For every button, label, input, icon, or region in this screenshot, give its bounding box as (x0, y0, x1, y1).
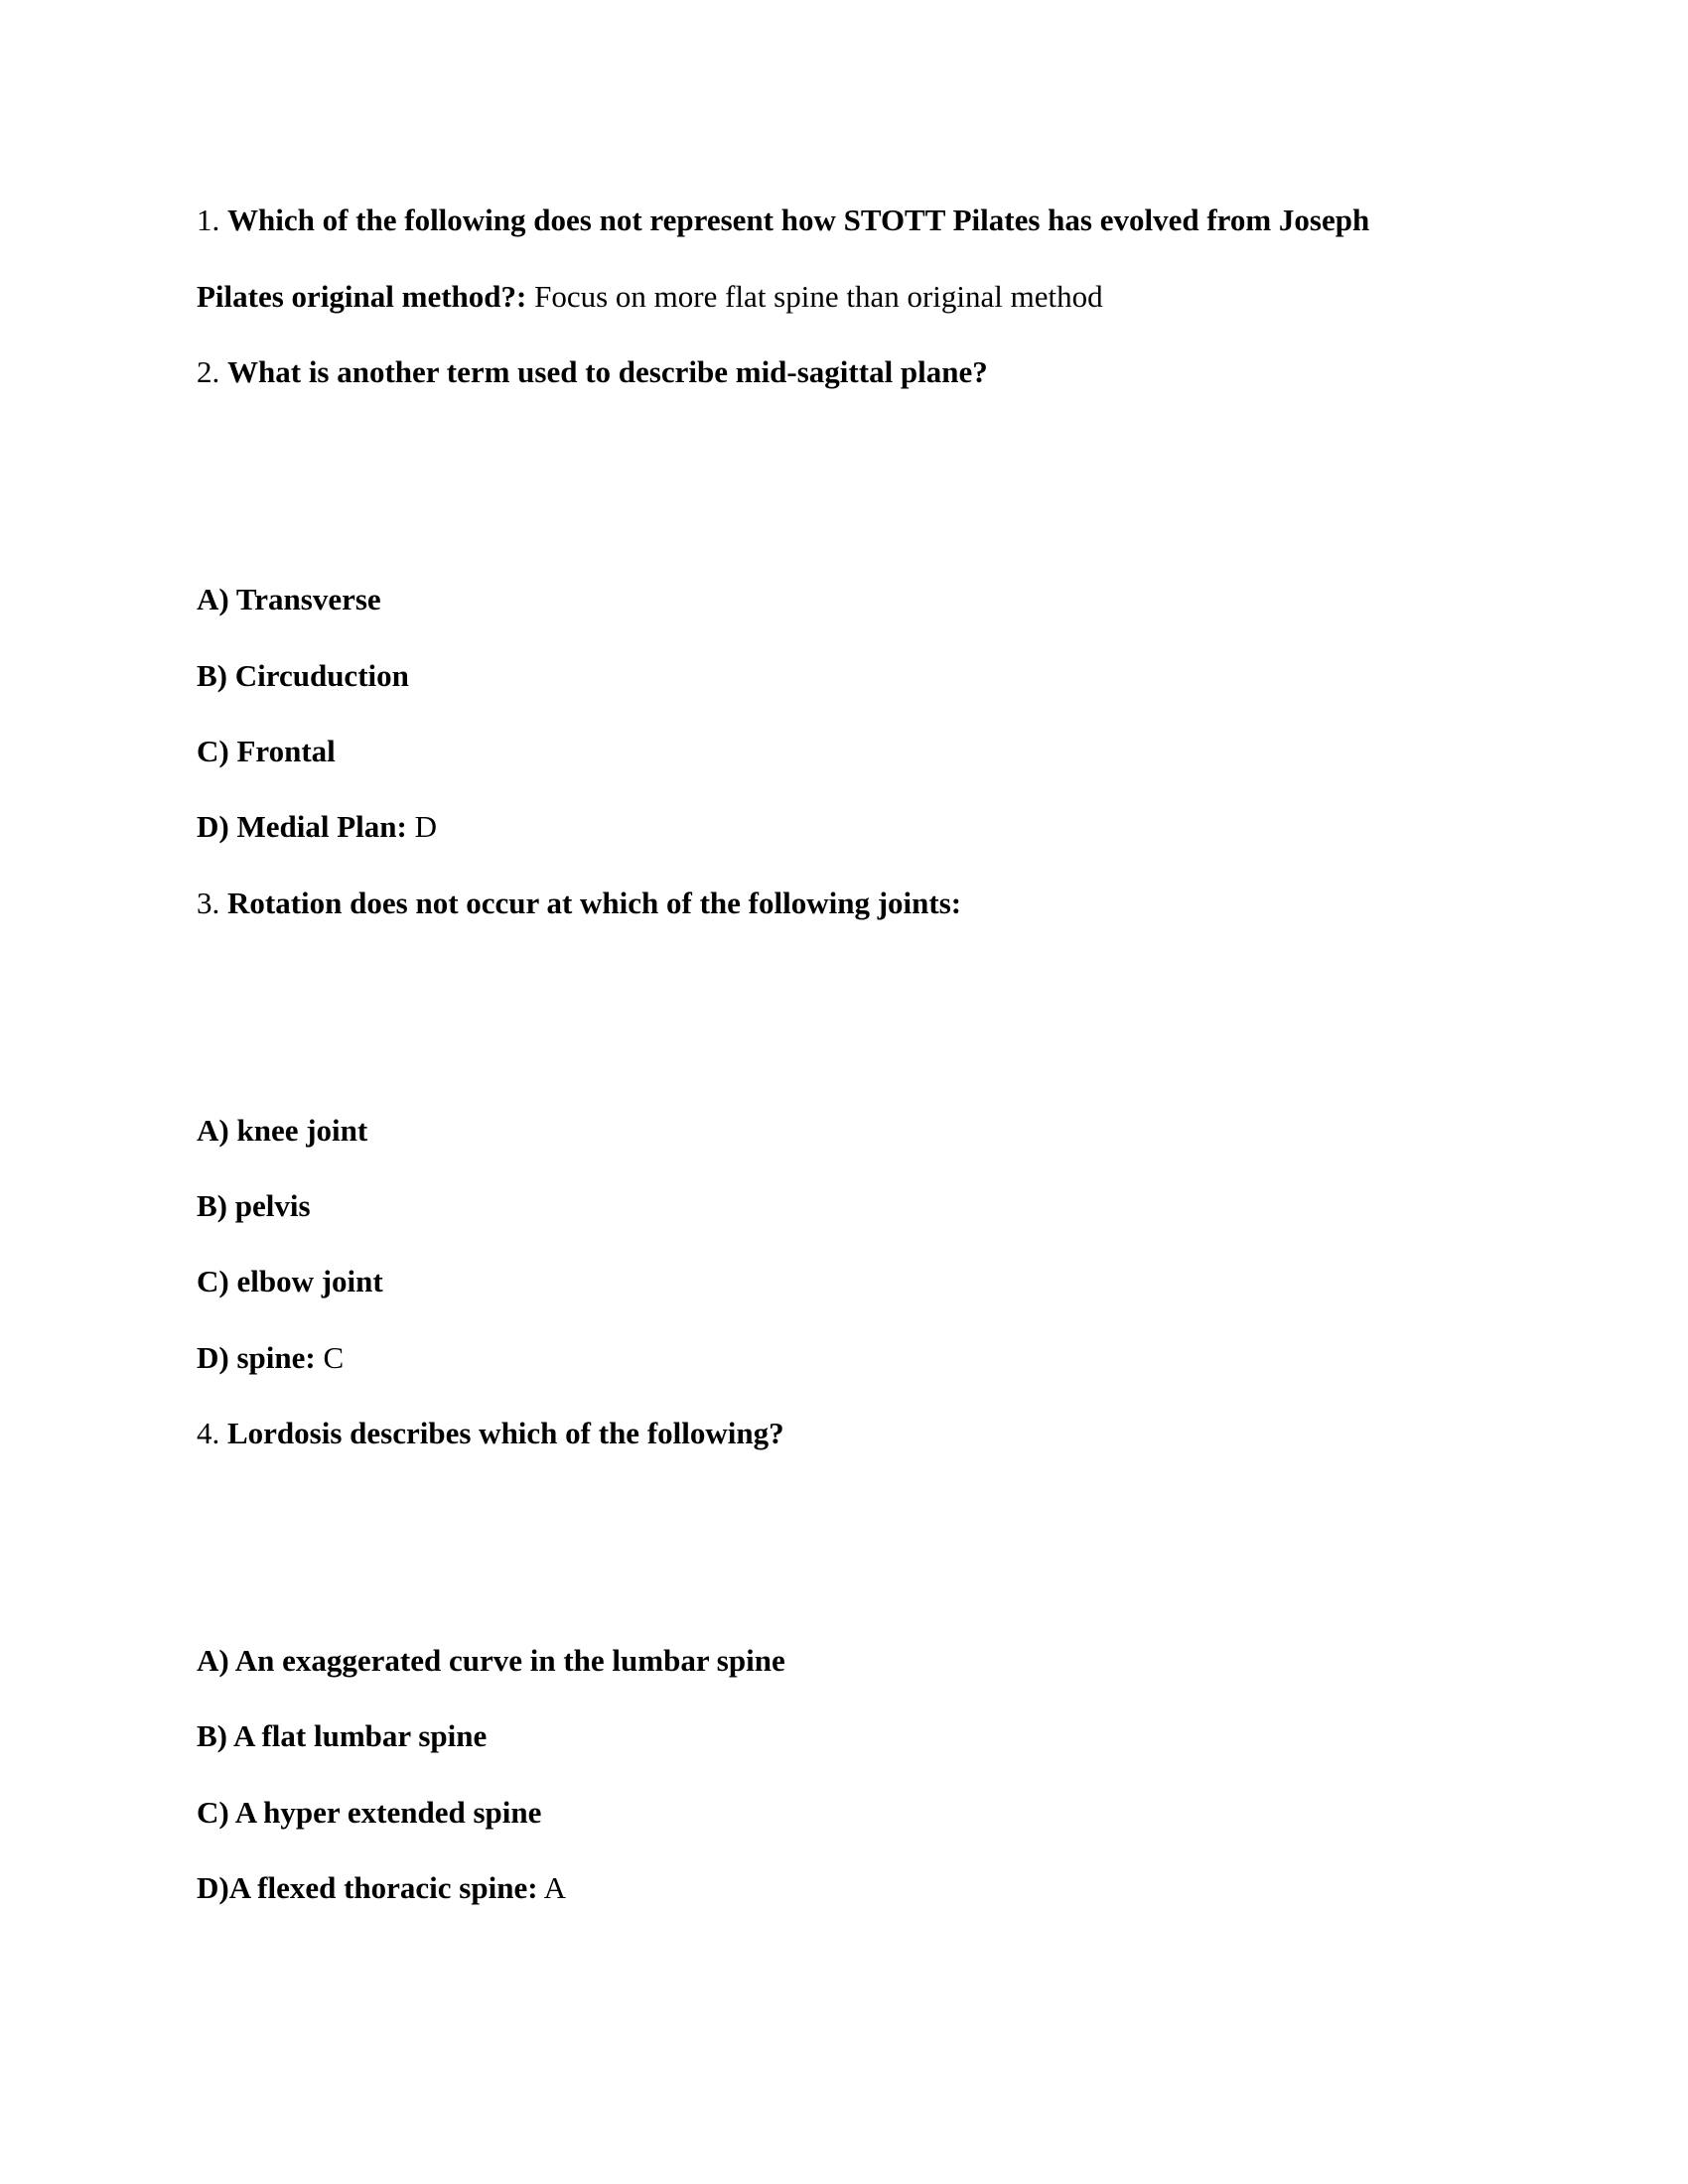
question-text: Which of the following does not represent how STOTT Pilates has evolved from Joseph (227, 203, 1370, 237)
question-number: 2. (197, 354, 220, 389)
question-3 (197, 884, 961, 923)
q3-option-a: A) knee joint (197, 1113, 368, 1148)
q2-option-b: B) Circuduction (197, 658, 409, 693)
q2-option-a: A) Transverse (197, 582, 381, 616)
q2-option-d (197, 807, 437, 847)
answer-text: C (323, 1340, 345, 1375)
q4-option-a: A) An exaggerated curve in the lumbar spine (197, 1643, 785, 1678)
question-text: Rotation does not occur at which of the following joints: (227, 886, 962, 920)
question-text: What is another term used to describe mid-sagittal plane? (227, 354, 988, 389)
option-text: D) spine: (197, 1340, 316, 1375)
question-2 (197, 352, 988, 392)
question-text: Lordosis describes which of the following? (227, 1416, 784, 1450)
q4-option-b: B) A flat lumbar spine (197, 1718, 488, 1753)
answer-text: Focus on more flat spine than original method (534, 279, 1103, 314)
option-text: D)A flexed thoracic spine: (197, 1870, 538, 1905)
q4-option-c: C) A hyper extended spine (197, 1795, 542, 1830)
question-number: 4. (197, 1416, 220, 1450)
q3-option-c: C) elbow joint (197, 1264, 383, 1298)
answer-text: D (414, 809, 437, 844)
q4-option-d (197, 1868, 566, 1908)
q3-option-b: B) pelvis (197, 1188, 311, 1223)
question-1-line-1 (197, 201, 1369, 240)
question-number: 3. (197, 886, 220, 920)
answer-text: A (543, 1870, 566, 1905)
q2-option-c: C) Frontal (197, 734, 336, 768)
question-text: Pilates original method?: (197, 279, 527, 314)
question-4 (197, 1414, 784, 1453)
option-text: D) Medial Plan: (197, 809, 407, 844)
q3-option-d (197, 1338, 344, 1378)
question-number: 1. (197, 203, 220, 237)
question-1-line-2 (197, 277, 1103, 317)
